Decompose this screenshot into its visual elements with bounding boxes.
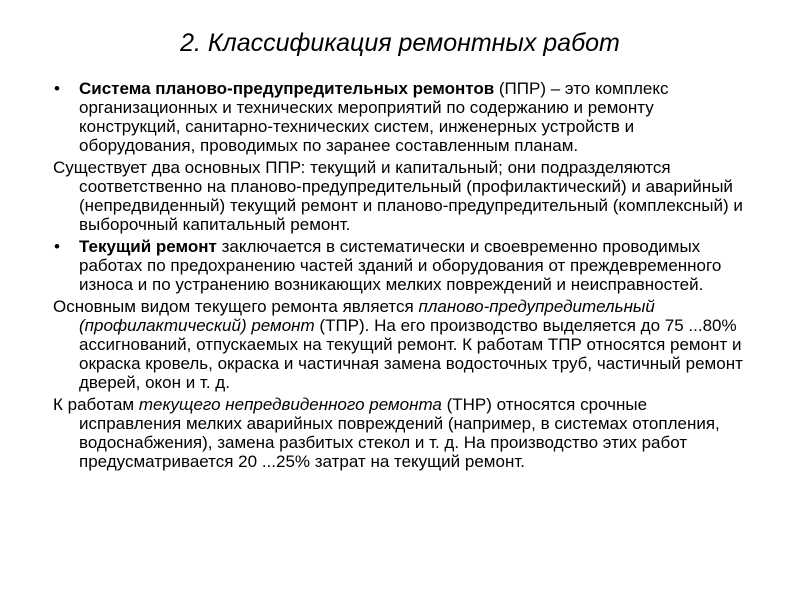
term-tnr: текущего непредвиденного ремонта — [138, 395, 442, 414]
term-current-repair: Текущий ремонт — [79, 237, 217, 256]
paragraph-ppr-types — [53, 158, 753, 234]
slide-content — [53, 79, 753, 474]
tpr-text-before: Основным видом текущего ремонта является — [53, 297, 419, 316]
paragraph-tnr — [53, 395, 753, 471]
ppr-definition-text: (ППР) – это комплекс организационных и технических мероприятий по содержанию и ремонту конструкций, санитарно-технических систем, инженерных устройств и оборудования, проводимых по заранее составленным планам. — [79, 79, 669, 155]
paragraph-current-repair — [53, 237, 753, 294]
tnr-text-after: (ТНР) относятся срочные исправления мелких аварийных повреждений (например, в системах отопления, водоснабжения), замена разбитых стекол и т. д. На производство этих работ предусматривается 20 ...25% затрат на текущий ремонт. — [79, 395, 720, 471]
current-repair-text: заключается в систематически и своевременно проводимых работах по предохранению частей зданий и оборудования от преждевременного износа и по устранению возникающих мелких повреждений и неисправностей. — [79, 237, 722, 294]
paragraph-ppr-definition — [53, 79, 753, 155]
tnr-text-before: К работам — [53, 395, 139, 414]
ppr-types-text: Существует два основных ППР: текущий и капитальный; они подразделяются соответственно на планово-предупредительный (профилактический) и аварийный (непредвиденный) текущий ремонт и планово-предупредительный (комплексный) и выборочный капитальный ремонт. — [53, 158, 743, 234]
bullet-icon: • — [54, 237, 60, 256]
paragraph-tpr — [53, 297, 753, 392]
term-tpr: планово-предупредительный (профилактический) ремонт — [79, 297, 655, 335]
tpr-text-after: (ТПР). На его производство выделяется до 75 ...80% ассигнований, отпускаемых на текущий ремонт. К работам ТПР относятся ремонт и окраска кровель, окраска и частичная замена водосточных труб, частичный ремонт дверей, окон и т. д. — [79, 316, 743, 392]
bullet-icon: • — [54, 79, 60, 98]
term-ppr: Система планово-предупредительных ремонтов — [79, 79, 495, 98]
slide-title: 2. Классификация ремонтных работ — [180, 29, 620, 57]
